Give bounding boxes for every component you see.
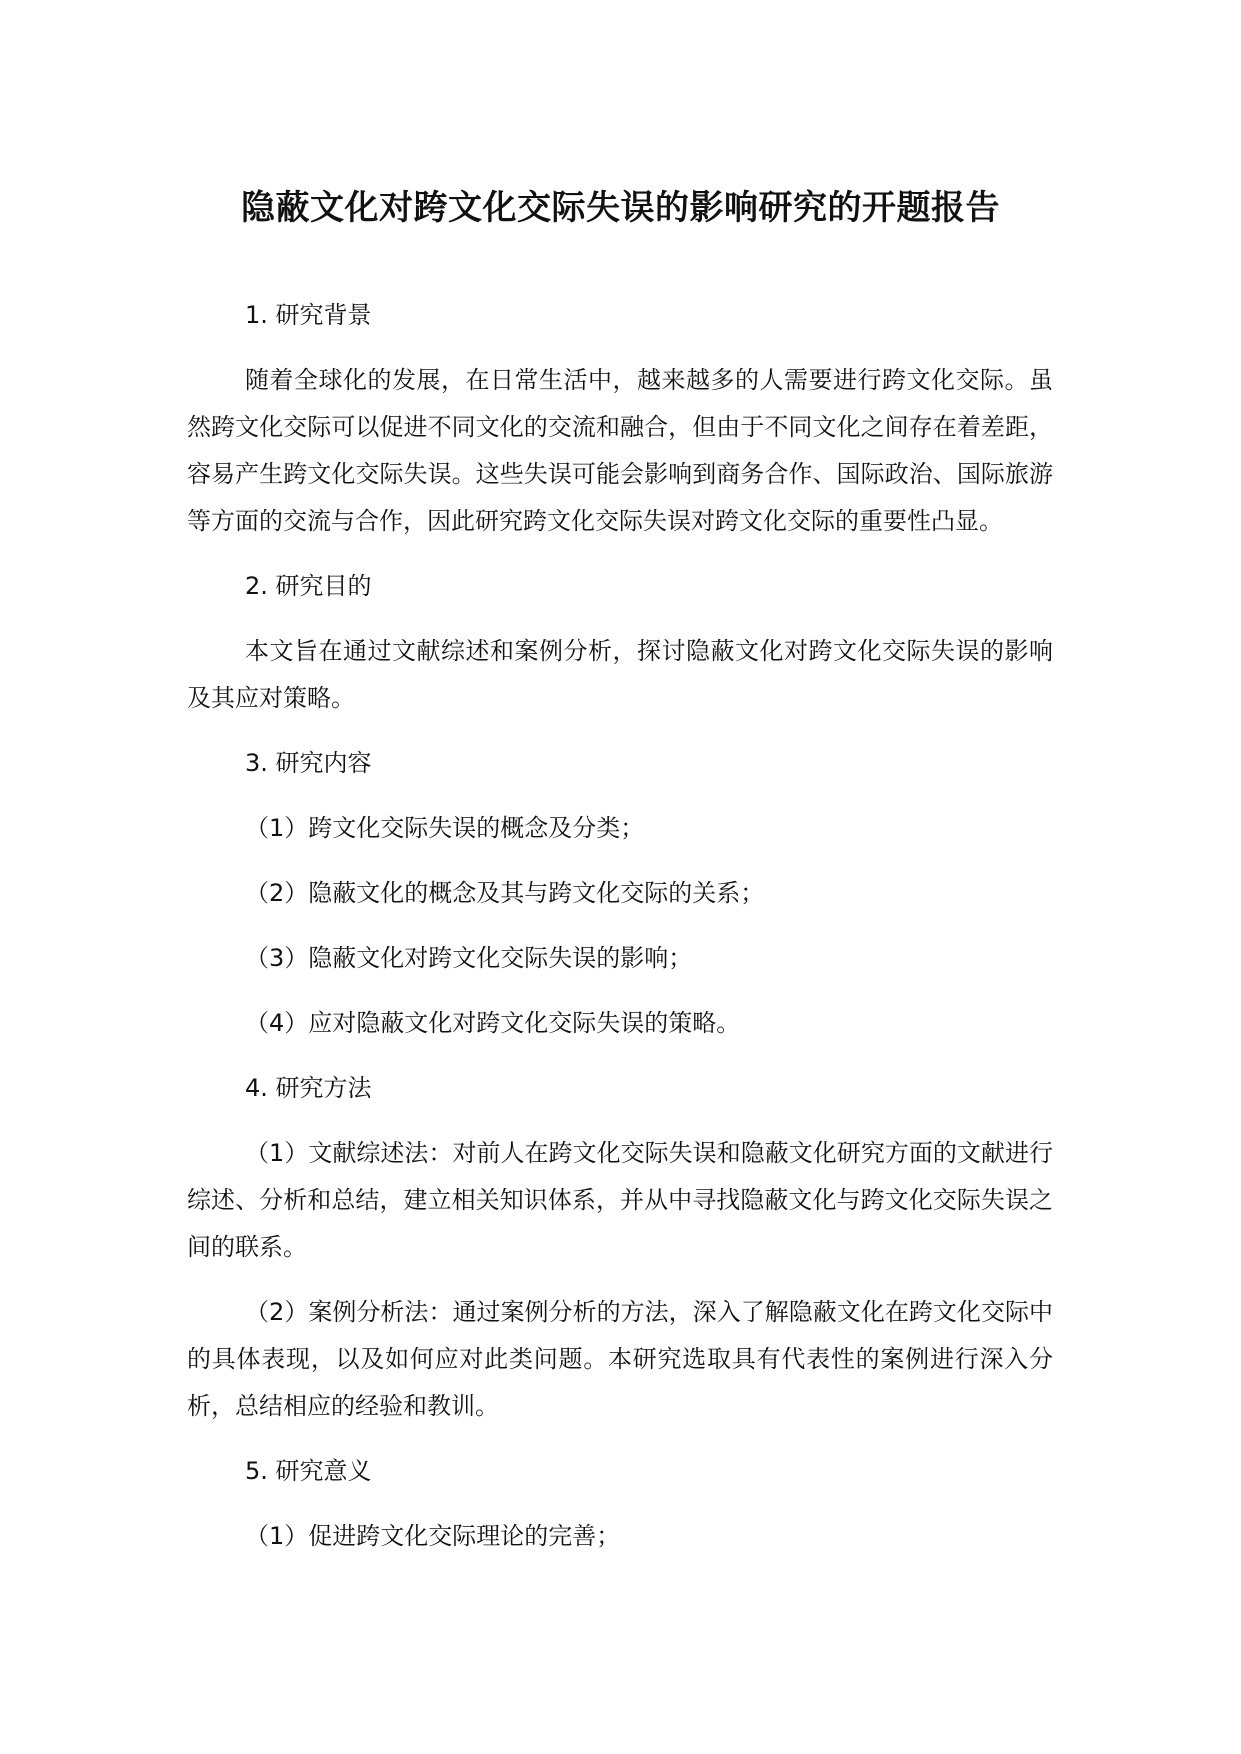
section-heading: 2. 研究目的: [245, 572, 372, 600]
section-heading: 1. 研究背景: [245, 301, 372, 329]
section-heading: 4. 研究方法: [245, 1074, 372, 1102]
list-item: （1）跨文化交际失误的概念及分类；: [245, 814, 645, 842]
section-heading: 5. 研究意义: [245, 1457, 372, 1485]
paragraph: （1）文献综述法：对前人在跨文化交际失误和隐蔽文化研究方面的文献进行综述、分析和总结，建立相关知识体系，并从中寻找隐蔽文化与跨文化交际失误之间的联系。: [187, 1139, 1053, 1261]
paragraph: 本文旨在通过文献综述和案例分析，探讨隐蔽文化对跨文化交际失误的影响及其应对策略。: [187, 637, 1053, 712]
paragraph: （2）案例分析法：通过案例分析的方法，深入了解隐蔽文化在跨文化交际中的具体表现，以及如何应对此类问题。本研究选取具有代表性的案例进行深入分析，总结相应的经验和教训。: [187, 1298, 1053, 1420]
list-item: （4）应对隐蔽文化对跨文化交际失误的策略。: [245, 1009, 741, 1037]
document-body: [187, 292, 1053, 1578]
list-item: （3）隐蔽文化对跨文化交际失误的影响；: [245, 944, 693, 972]
section-heading: 3. 研究内容: [245, 749, 372, 777]
list-item: （1）促进跨文化交际理论的完善；: [245, 1522, 621, 1550]
list-item: （2）隐蔽文化的概念及其与跨文化交际的关系；: [245, 879, 765, 907]
document-title: 隐蔽文化对跨文化交际失误的影响研究的开题报告: [241, 188, 1000, 228]
paragraph: 随着全球化的发展，在日常生活中，越来越多的人需要进行跨文化交际。虽然跨文化交际可以促进不同文化的交流和融合，但由于不同文化之间存在着差距，容易产生跨文化交际失误。这些失误可能会影响到商务合作、国际政治、国际旅游等方面的交流与合作，因此研究跨文化交际失误对跨文化交际的重要性凸显。: [187, 366, 1053, 535]
